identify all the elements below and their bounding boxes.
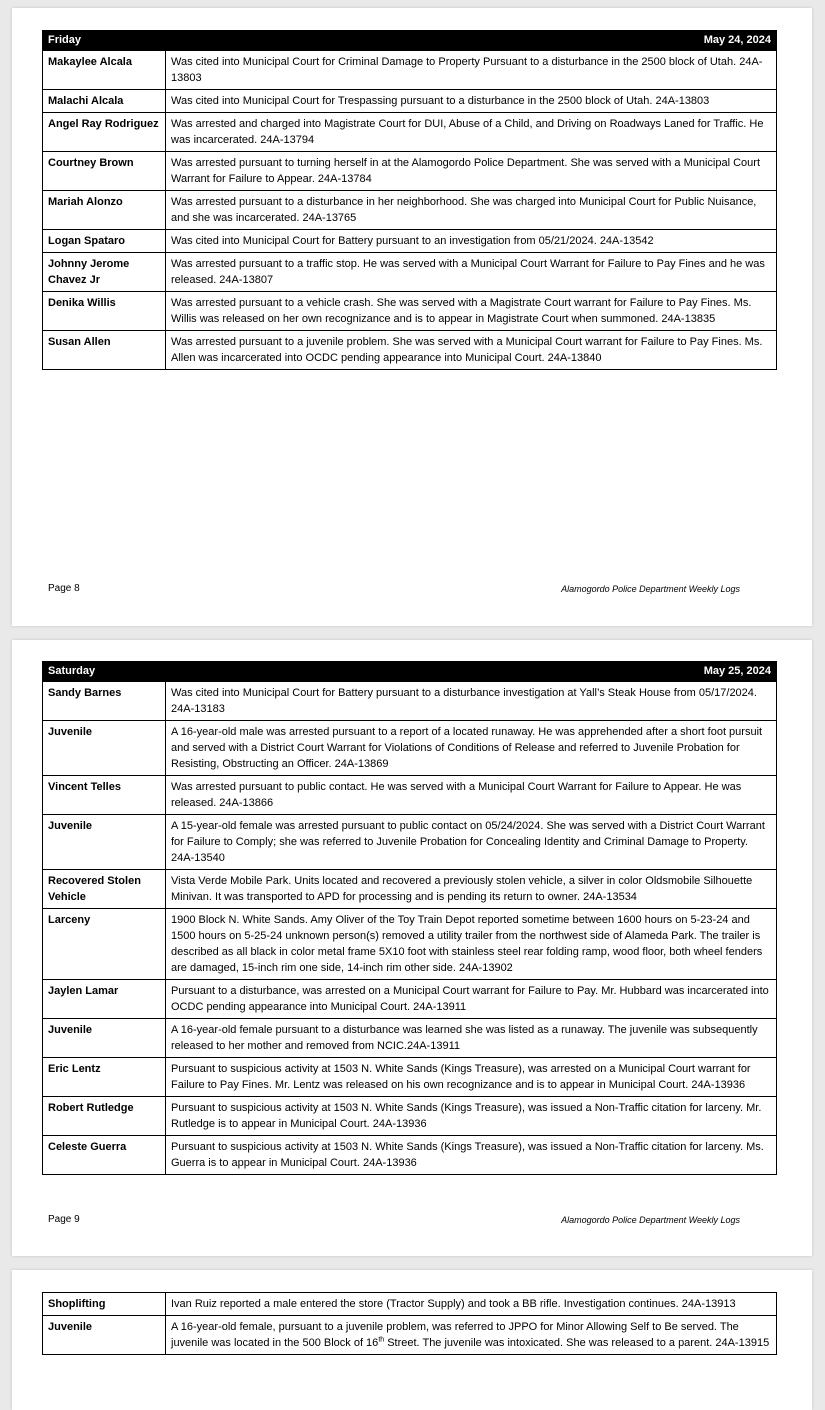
entry-text: Was cited into Municipal Court for Trespassing pursuant to a disturbance in the 2500 block of Utah. 24A-13803 <box>166 90 777 113</box>
table-row <box>43 815 777 870</box>
entry-name: Susan Allen <box>43 331 166 370</box>
entry-name: Celeste Guerra <box>43 1136 166 1175</box>
table-row <box>43 1019 777 1058</box>
entry-name: Juvenile <box>43 815 166 870</box>
entry-text: Pursuant to suspicious activity at 1503 N. White Sands (Kings Treasure), was arrested on a Municipal Court warrant for Failure to Pay Fines. Mr. Lentz was released on his own recognizance and is to appear in Municipal Court. 24A-13936 <box>166 1058 777 1097</box>
day-label: Saturday <box>43 662 166 682</box>
page-10 <box>12 1270 812 1410</box>
saturday-log-table <box>42 661 777 1175</box>
entry-text: Was arrested and charged into Magistrate Court for DUI, Abuse of a Child, and Driving on Roadways Laned for Traffic. He was incarcerated. 24A-13794 <box>166 113 777 152</box>
table-row <box>43 980 777 1019</box>
table-row <box>43 1097 777 1136</box>
entry-text: 1900 Block N. White Sands. Amy Oliver of the Toy Train Depot reported sometime between 1600 hours on 5-23-24 and 1500 hours on 5-25-24 unknown person(s) removed a utility trailer from the northwest side of Alameda Park. The trailer is described as all black in color metal frame 5X10 foot with stainless steel rear folding ramp, wood floor, both wheel fenders are damaged, 15-inch rim one side, 14-inch rim other side. 24A-13902 <box>166 909 777 980</box>
entry-name: Juvenile <box>43 1019 166 1058</box>
entry-name: Denika Willis <box>43 292 166 331</box>
table-row <box>43 682 777 721</box>
table-row <box>43 113 777 152</box>
entry-text-part: A 16-year-old female, pursuant to a juvenile problem, was referred to JPPO for Minor Allowing Self to Be served. The juvenile was located in the 500 Block of 16 <box>171 1321 739 1349</box>
entry-text: A 16-year-old male was arrested pursuant to a report of a located runaway. He was apprehended after a short foot pursuit and served with a District Court Warrant for Violations of Conditions of Release and referred to Juvenile Probation for Resisting, Obstructing an Officer. 24A-13869 <box>166 721 777 776</box>
table-row <box>43 1316 777 1355</box>
entry-text: Was arrested pursuant to a disturbance in her neighborhood. She was charged into Municipal Court for Public Nuisance, and she was incarcerated. 24A-13765 <box>166 191 777 230</box>
table-row <box>43 1293 777 1316</box>
table-row <box>43 331 777 370</box>
entry-text: Pursuant to suspicious activity at 1503 N. White Sands (Kings Treasure), was issued a Non-Traffic citation for larceny. Mr. Rutledge is to appear in Municipal Court. 24A-13936 <box>166 1097 777 1136</box>
entry-name: Vincent Telles <box>43 776 166 815</box>
ordinal-suffix: th <box>378 1336 385 1344</box>
entry-name: Eric Lentz <box>43 1058 166 1097</box>
table-row <box>43 253 777 292</box>
entry-name: Logan Spataro <box>43 230 166 253</box>
date-label: May 25, 2024 <box>166 662 777 682</box>
entry-text: A 16-year-old female pursuant to a disturbance was learned she was listed as a runaway. The juvenile was subsequently released to her mother and removed from NCIC.24A-13911 <box>166 1019 777 1058</box>
entry-name: Courtney Brown <box>43 152 166 191</box>
entry-name: Jaylen Lamar <box>43 980 166 1019</box>
entry-text: Pursuant to a disturbance, was arrested on a Municipal Court warrant for Failure to Pay. Mr. Hubbard was incarcerated into OCDC pending appearance into Municipal Court. 24A-13911 <box>166 980 777 1019</box>
entry-text: Pursuant to suspicious activity at 1503 N. White Sands (Kings Treasure), was issued a Non-Traffic citation for larceny. Ms. Guerra is to appear in Municipal Court. 24A-13936 <box>166 1136 777 1175</box>
table-row <box>43 51 777 90</box>
table-row <box>43 90 777 113</box>
day-label: Friday <box>43 31 166 51</box>
day-header-row <box>43 31 777 51</box>
table-row <box>43 721 777 776</box>
entry-name: Malachi Alcala <box>43 90 166 113</box>
entry-name: Robert Rutledge <box>43 1097 166 1136</box>
page-8 <box>12 8 812 626</box>
table-row <box>43 870 777 909</box>
entry-name: Shoplifting <box>43 1293 166 1316</box>
footer-title: Alamogordo Police Department Weekly Logs <box>561 584 740 594</box>
entry-name: Mariah Alonzo <box>43 191 166 230</box>
day-header-row <box>43 662 777 682</box>
entry-text: Ivan Ruiz reported a male entered the store (Tractor Supply) and took a BB rifle. Investigation continues. 24A-13913 <box>166 1293 777 1316</box>
entry-name: Makaylee Alcala <box>43 51 166 90</box>
entry-text: Was arrested pursuant to a traffic stop. He was served with a Municipal Court Warrant for Failure to Pay Fines and he was released. 24A-13807 <box>166 253 777 292</box>
page-number: Page 9 <box>48 1214 80 1225</box>
table-row <box>43 1136 777 1175</box>
page-9 <box>12 640 812 1256</box>
entry-name: Johnny Jerome Chavez Jr <box>43 253 166 292</box>
continued-log-table <box>42 1292 777 1355</box>
entry-name: Angel Ray Rodriguez <box>43 113 166 152</box>
entry-name: Sandy Barnes <box>43 682 166 721</box>
entry-text: Was cited into Municipal Court for Battery pursuant to a disturbance investigation at Yall’s Steak House from 05/17/2024. 24A-13183 <box>166 682 777 721</box>
entry-text: Was cited into Municipal Court for Battery pursuant to an investigation from 05/21/2024. 24A-13542 <box>166 230 777 253</box>
entry-text: Was arrested pursuant to turning herself in at the Alamogordo Police Department. She was served with a Municipal Court Warrant for Failure to Appear. 24A-13784 <box>166 152 777 191</box>
entry-text: Was cited into Municipal Court for Criminal Damage to Property Pursuant to a disturbance in the 2500 block of Utah. 24A-13803 <box>166 51 777 90</box>
table-row <box>43 152 777 191</box>
table-row <box>43 776 777 815</box>
entry-text: Was arrested pursuant to a juvenile problem. She was served with a Municipal Court warrant for Failure to Pay Fines. Ms. Allen was incarcerated into OCDC pending appearance into Municipal Court. 24A-13840 <box>166 331 777 370</box>
entry-text-part: Street. The juvenile was intoxicated. She was released to a parent. 24A-13915 <box>384 1337 770 1349</box>
entry-text: A 15-year-old female was arrested pursuant to public contact on 05/24/2024. She was served with a District Court Warrant for Failure to Comply; she was referred to Juvenile Probation for Concealing Identity and Criminal Damage to Property. 24A-13540 <box>166 815 777 870</box>
table-row <box>43 1058 777 1097</box>
entry-text: Was arrested pursuant to a vehicle crash. She was served with a Magistrate Court warrant for Failure to Pay Fines. Ms. Willis was released on her own recognizance and is to appear in Magistrate Court when summoned. 24A-13835 <box>166 292 777 331</box>
entry-name: Juvenile <box>43 721 166 776</box>
footer-title: Alamogordo Police Department Weekly Logs <box>561 1215 740 1225</box>
table-row <box>43 191 777 230</box>
table-row <box>43 292 777 331</box>
entry-text: Vista Verde Mobile Park. Units located and recovered a previously stolen vehicle, a silver in color Oldsmobile Silhouette Minivan. It was transported to APD for processing and is pending its return to owner. 24A-13534 <box>166 870 777 909</box>
date-label: May 24, 2024 <box>166 31 777 51</box>
table-row <box>43 230 777 253</box>
entry-text: Was arrested pursuant to public contact. He was served with a Municipal Court Warrant for Failure to Appear. He was released. 24A-13866 <box>166 776 777 815</box>
entry-name: Larceny <box>43 909 166 980</box>
table-row <box>43 909 777 980</box>
entry-name: Recovered Stolen Vehicle <box>43 870 166 909</box>
page-number: Page 8 <box>48 583 80 594</box>
entry-name: Juvenile <box>43 1316 166 1355</box>
friday-log-table <box>42 30 777 370</box>
entry-text <box>166 1316 777 1355</box>
